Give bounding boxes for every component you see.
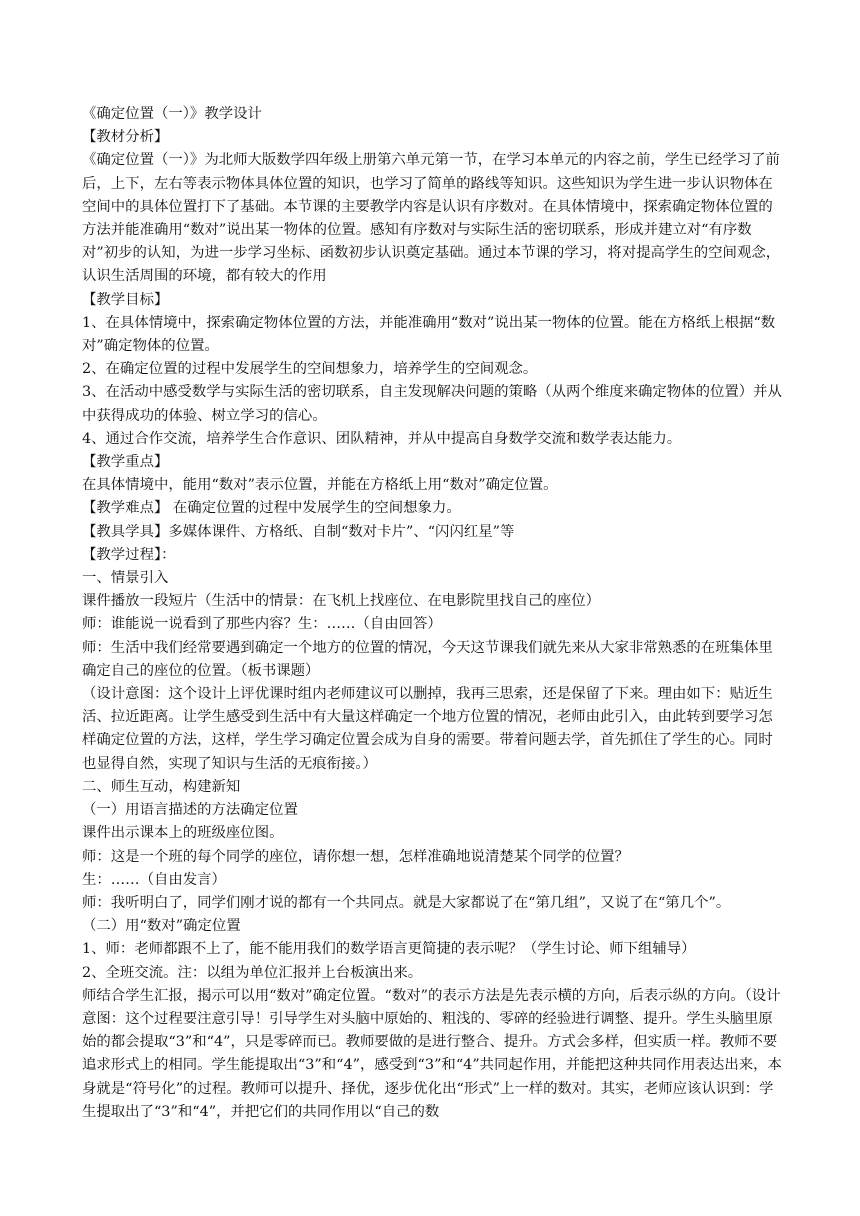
part-1-heading: 一、情景引入 — [82, 570, 169, 587]
analysis-paragraph: 《确定位置（一）》为北师大版数学四年级上册第六单元第一节，在学习本单元的内容之前，学生已经学习了前后，上下，左右等表示物体具体位置的知识，也学习了简单的路线等知识。这些知识为学生进一步认识物体在空间中的具体位置打下了基础。本节课的主要教学内容是认识有序数对。在具体情境中，探索确定物体位置的方法并能准确用“数对”说出某一物体的位置。感知有序数对与实际生活的密切联系，形成并建立对“有序数对”初步的认知，为进一步学习坐标、函数初步认识奠定基础。通过本节课的学习，将对提高学生的空间观念，认识生活周围的环境，都有较大的作用 — [82, 152, 781, 285]
section-heading-analysis: 【教材分析】 — [82, 129, 169, 146]
section-heading-goals: 【教学目标】 — [82, 291, 169, 308]
part-1-line-1: 课件播放一段短片（生活中的情景：在飞机上找座位、在电影院里找自己的座位） — [82, 593, 601, 610]
section-heading-key: 【教学重点】 — [82, 454, 169, 471]
goal-item-4: 4、通过合作交流，培养学生合作意识、团队精神，并从中提高自身数学交流和数学表达能力。 — [82, 430, 682, 447]
key-point-text: 在具体情境中，能用“数对”表示位置，并能在方格纸上用“数对”确定位置。 — [82, 477, 558, 494]
goal-item-1: 1、在具体情境中，探索确定物体位置的方法，并能准确用“数对”说出某一物体的位置。能在方格纸上根据“数对”确定物体的位置。 — [82, 314, 776, 355]
part-2-line-7: 师结合学生汇报，揭示可以用“数对”确定位置。“数对”的表示方法是先表示横的方向，后表示纵的方向。（设计意图：这个过程要注意引导！引导学生对头脑中原始的、粗浅的、零碎的经验进行调整、提升。学生头脑里原始的都会提取“3”和“4”，只是零碎而已。教师要做的是进行整合、提升。方式会多样，但实质一样。教师不要追求形式上的相同。学生能提取出“3”和“4”，感受到“3”和“4”共同起作用，并能把这种共同作用表达出来，本身就是“符号化”的过程。教师可以提升、择优，逐步优化出“形式”上一样的数对。其实，老师应该认识到：学生提取出了“3”和“4”，并把它们的共同作用以“自己的数 — [82, 987, 782, 1120]
goal-item-2: 2、在确定位置的过程中发展学生的空间想象力，培养学生的空间观念。 — [82, 361, 538, 378]
part-1-line-2: 师：谁能说一说看到了那些内容？生：……（自由回答） — [82, 616, 442, 633]
part-2-line-3: 生：……（自由发言） — [82, 871, 226, 888]
part-1-design-note: （设计意图：这个设计上评优课时组内老师建议可以删掉，我再三思索，还是保留了下来。理由如下：贴近生活、拉近距离。让学生感受到生活中有大量这样确定一个地方位置的情况，老师由此引入，由此转到要学习怎样确定位置的方法，这样，学生学习确定位置会成为自身的需要。带着问题去学，首先抓住了学生的心。同时也显得自然，实现了知识与生活的无痕衔接。） — [82, 686, 773, 772]
tools-line: 【教具学具】多媒体课件、方格纸、自制“数对卡片”、“闪闪红星”等 — [82, 523, 515, 540]
document-page — [82, 103, 782, 1124]
goal-item-3: 3、在活动中感受数学与实际生活的密切联系，自主发现解决问题的策略（从两个维度来确定物体的位置）并从中获得成功的体验、树立学习的信心。 — [82, 384, 782, 424]
part-1-line-3: 师：生活中我们经常要遇到确定一个地方的位置的情况，今天这节课我们就先来从大家非常熟悉的在班集体里确定自己的座位的位置。（板书课题） — [82, 639, 773, 679]
part-2-subheading-2: （二）用“数对”确定位置 — [82, 918, 241, 935]
part-2-heading: 二、师生互动，构建新知 — [82, 778, 241, 795]
difficulty-line: 【教学难点】 在确定位置的过程中发展学生的空间想象力。 — [82, 500, 461, 517]
part-2-line-5: 1、师：老师都跟不上了，能不能用我们的数学语言更简捷的表示呢？（学生讨论、师下组辅导） — [82, 941, 696, 958]
part-2-line-6: 2、全班交流。注：以组为单位汇报并上台板演出来。 — [82, 964, 423, 981]
part-2-line-2: 师：这是一个班的每个同学的座位，请你想一想，怎样准确地说清楚某个同学的位置？ — [82, 848, 629, 865]
document-title: 《确定位置（一）》教学设计 — [82, 106, 262, 122]
section-heading-process: 【教学过程】： — [82, 546, 176, 563]
part-2-line-1: 课件出示课本上的班级座位图。 — [82, 825, 284, 842]
part-2-subheading-1: （一）用语言描述的方法确定位置 — [82, 802, 298, 819]
part-2-line-4: 师：我听明白了，同学们刚才说的都有一个共同点。就是大家都说了在“第几组”，又说了在“第几个”。 — [82, 894, 731, 911]
